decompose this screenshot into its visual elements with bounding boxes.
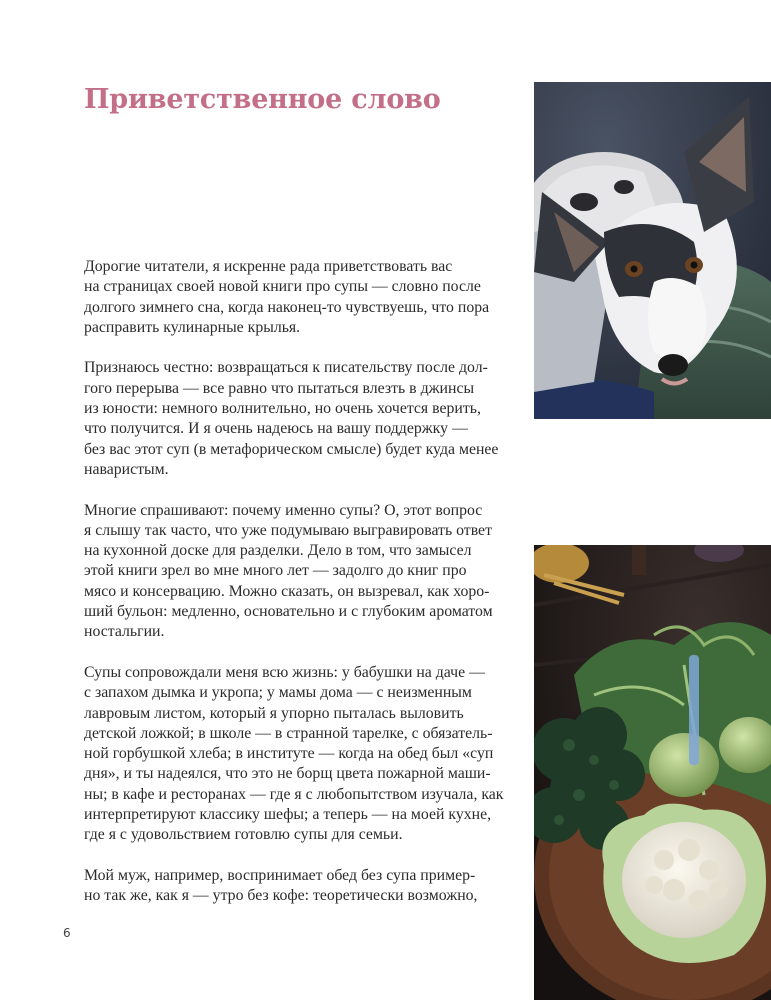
text-line: долгого зимнего сна, когда наконец-то чувствуешь, что пора [84, 298, 490, 316]
text-line: лавровым листом, который я упорно пыталась выловить [84, 704, 464, 722]
text-line: на страницах своей новой книги про супы — словно после [84, 278, 481, 296]
paragraph [84, 257, 516, 338]
text-line: Мой муж, например, воспринимает обед без супа пример- [84, 866, 476, 884]
text-line: из юности: немного волнительно, но очень хочется верить, [84, 400, 481, 418]
text-line: что получится. И я очень надеюсь на вашу поддержку — [84, 420, 468, 438]
paragraph [84, 663, 516, 846]
text-line: детской ложкой; в школе — в странной тарелке, с обязатель- [84, 724, 493, 742]
text-line: Супы сопровождали меня всю жизнь: у бабушки на даче — [84, 663, 485, 681]
text-line: на кухонной доске для разделки. Дело в том, что замысел [84, 542, 472, 560]
text-line: расправить кулинарные крылья. [84, 318, 301, 336]
text-line: но так же, как я — утро без кофе: теоретически возможно, [84, 887, 478, 905]
paragraph [84, 358, 516, 480]
paragraph [84, 866, 516, 907]
text-line: где я с удовольствием готовлю супы для семьи. [84, 826, 403, 844]
text-line: ший бульон: медленно, основательно и с глубоким ароматом [84, 603, 493, 621]
page-number: 6 [63, 926, 71, 940]
paragraph [84, 501, 516, 643]
text-line: гого перерыва — все равно что пытаться влезть в джинсы [84, 379, 475, 397]
text-line: этой книги зрел во мне много лет — задолго до книг про [84, 562, 467, 580]
text-line: дня», и ты надеялся, что это не борщ цвета пожарной маши- [84, 765, 491, 783]
text-line: Признаюсь честно: возвращаться к писательству после дол- [84, 359, 488, 377]
text-line: Многие спрашивают: почему именно супы? О, этот вопрос [84, 501, 483, 519]
text-line: наваристым. [84, 460, 169, 478]
dog-photo [534, 82, 771, 419]
text-line: я слышу так часто, что уже подумываю выгравировать ответ [84, 521, 492, 539]
text-line: ностальгии. [84, 623, 165, 641]
text-line: ны; в кафе и ресторанах — где я с любопытством изучала, как [84, 785, 504, 803]
text-line: без вас этот суп (в метафорическом смысле) будет куда менее [84, 440, 499, 458]
text-line: ной горбушкой хлеба; в институте — когда на обед был «суп [84, 745, 494, 763]
page-title: Приветственное слово [84, 84, 441, 115]
text-line: Дорогие читатели, я искренне рада приветствовать вас [84, 258, 453, 275]
vegetables-photo [534, 545, 771, 1000]
text-line: с запахом дымка и укропа; у мамы дома — с неизменным [84, 684, 472, 702]
text-line: мясо и консервацию. Можно сказать, он вызревал, как хоро- [84, 582, 490, 600]
body-text [84, 257, 516, 927]
text-line: интерпретируют классику шефы; а теперь — на моей кухне, [84, 806, 492, 824]
